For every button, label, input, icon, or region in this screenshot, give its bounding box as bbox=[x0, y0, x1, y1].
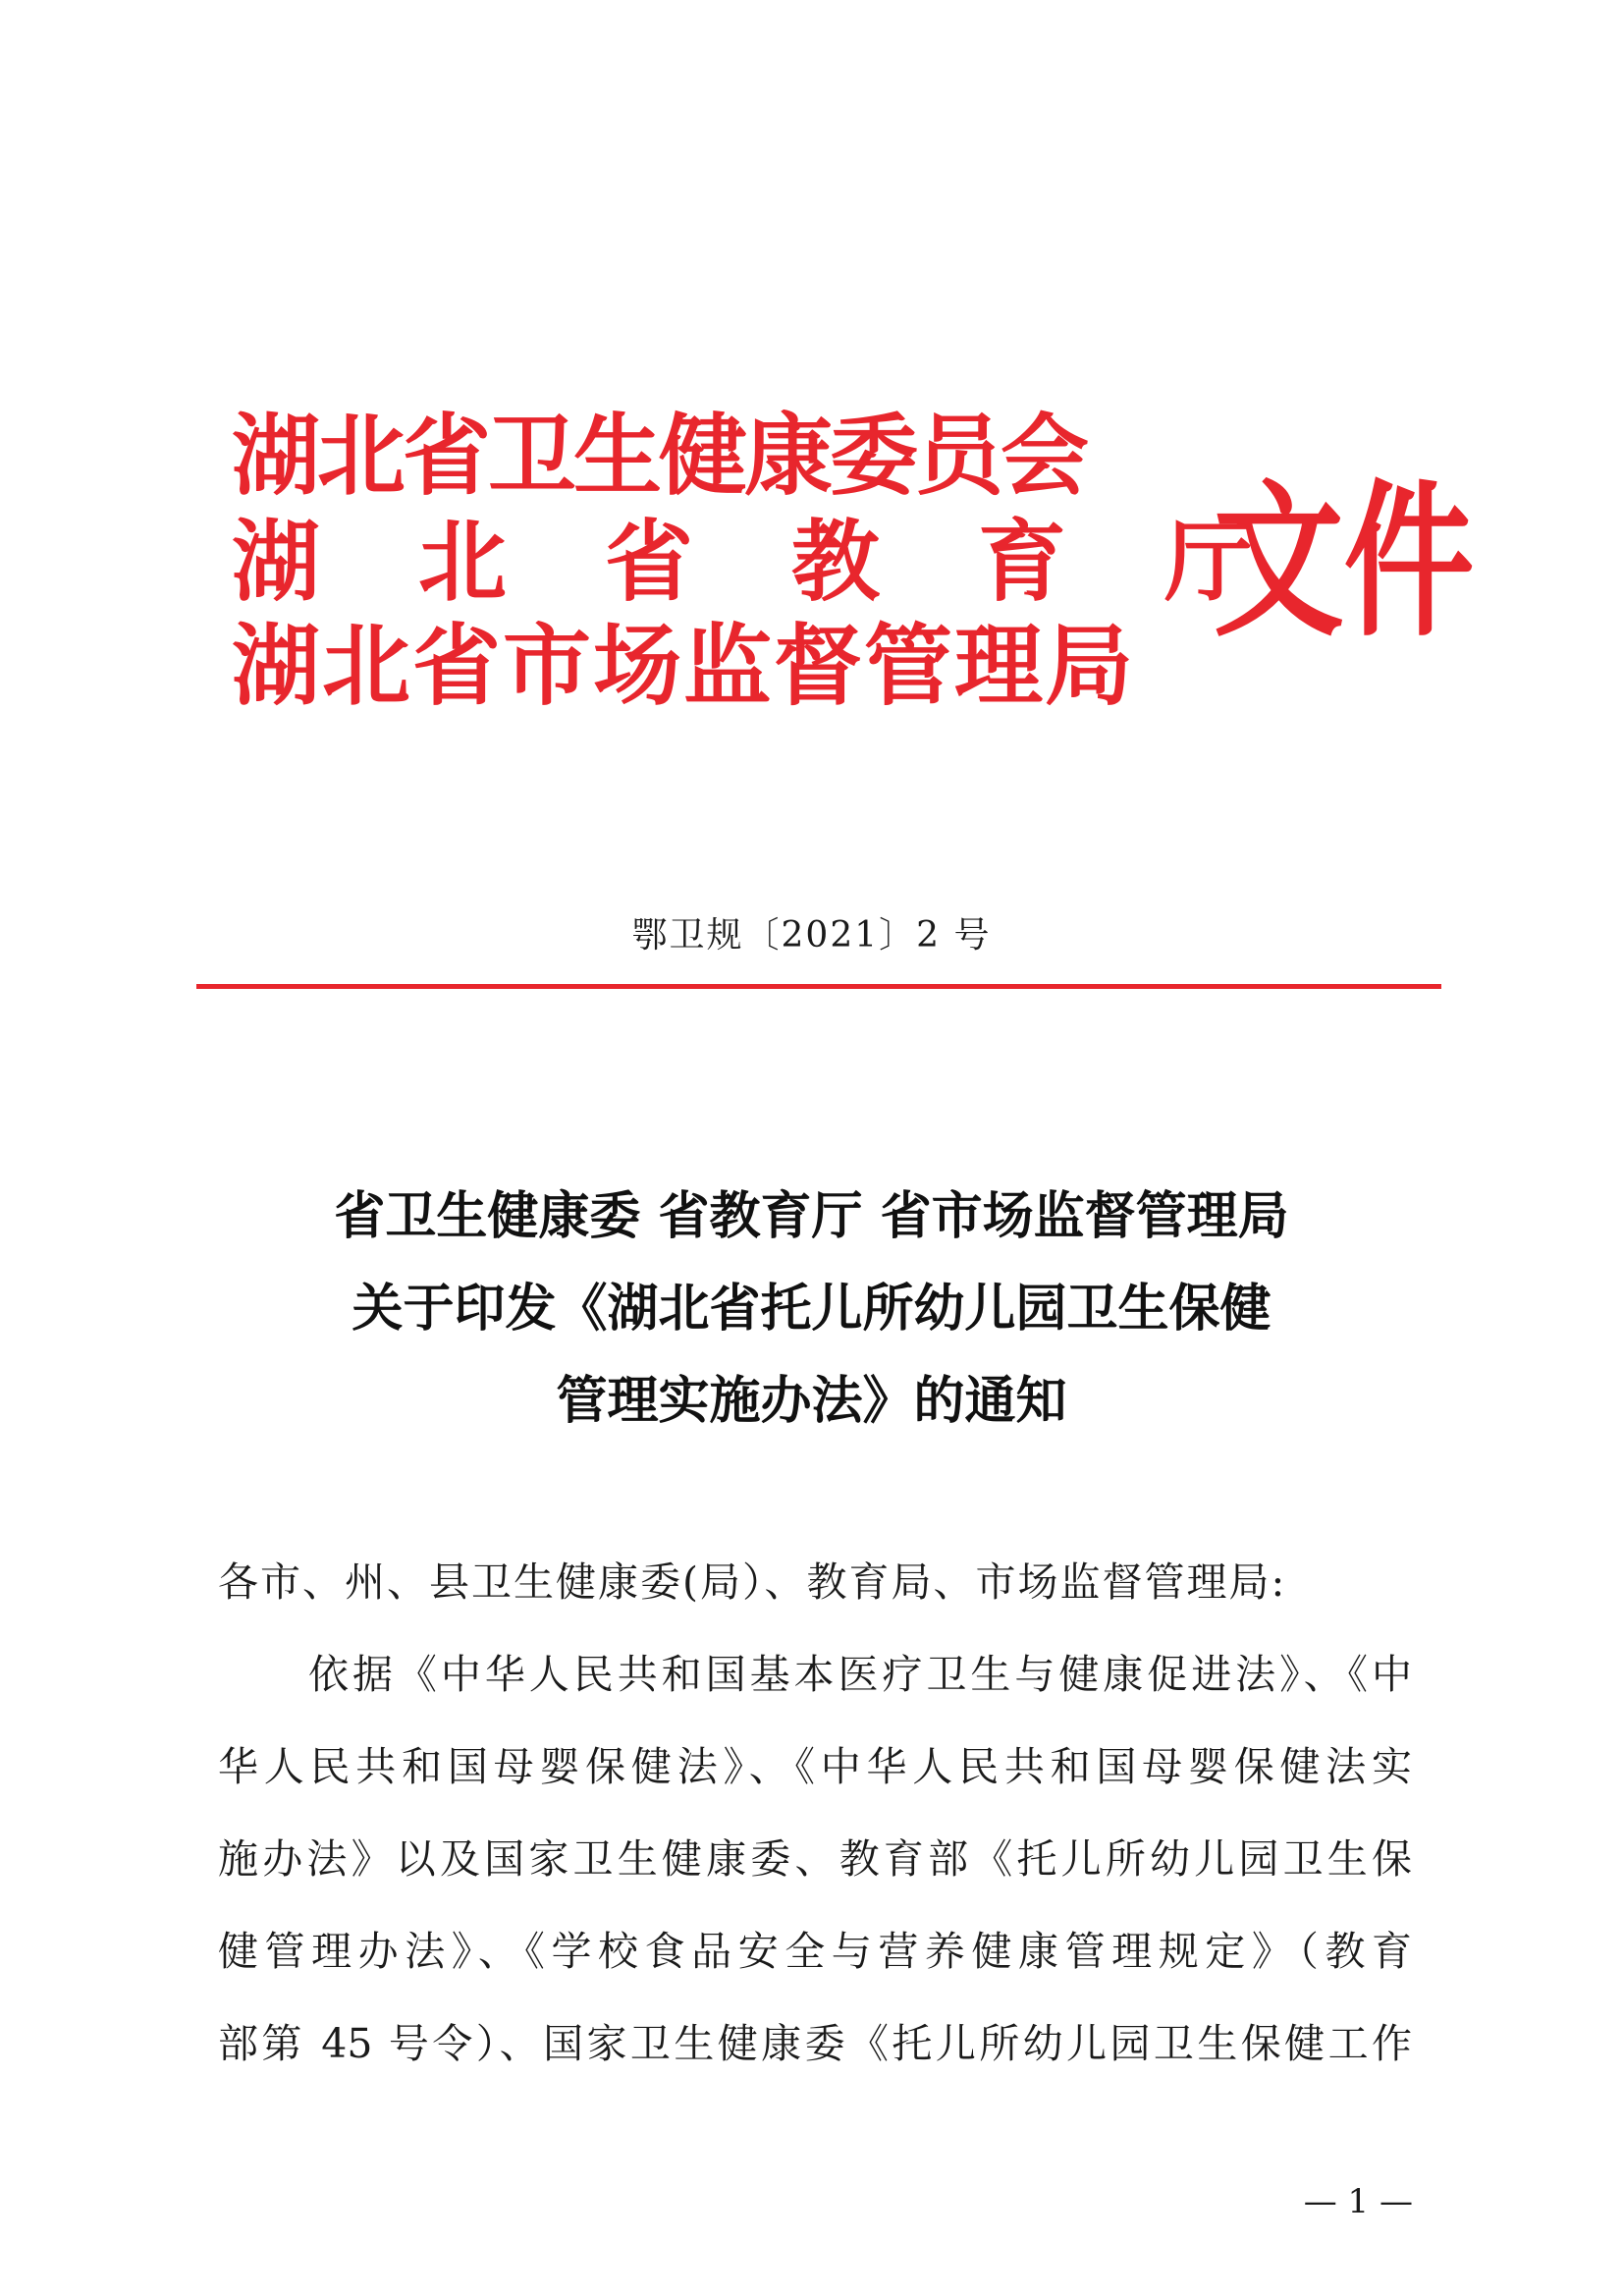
body-line: 华人民共和国母婴保健法》、《中华人民共和国母婴保健法实 bbox=[218, 1743, 1412, 1790]
issuing-org-health-commission: 湖北省卫生健康委员会 bbox=[232, 405, 1086, 508]
red-divider bbox=[196, 984, 1441, 989]
document-number: 鄂卫规〔2021〕2 号 bbox=[631, 915, 992, 956]
body-line: 依据《中华人民共和国基本医疗卫生与健康促进法》、《中 bbox=[308, 1651, 1412, 1698]
document-title-line-2: 关于印发《湖北省托儿所幼儿园卫生保健 bbox=[352, 1280, 1271, 1339]
document-title-line-3: 管理实施办法》的通知 bbox=[556, 1372, 1067, 1431]
document-suffix: 文件 bbox=[1214, 465, 1475, 660]
issuing-org-education-department: 湖北省教育厅 bbox=[232, 511, 1351, 614]
body-line: 健管理办法》、《学校食品安全与营养健康管理规定》（教育 bbox=[218, 1928, 1412, 1975]
page-number: — 1 — bbox=[1303, 2182, 1413, 2221]
issuing-org-market-regulation: 湖北省市场监督管理局 bbox=[232, 615, 1135, 718]
document-title-line-1: 省卫生健康委 省教育厅 省市场监督管理局 bbox=[334, 1187, 1289, 1246]
body-line: 施办法》以及国家卫生健康委、教育部《托儿所幼儿园卫生保 bbox=[218, 1835, 1412, 1883]
body-line: 部第 45 号令）、国家卫生健康委《托儿所幼儿园卫生保健工作 bbox=[218, 2020, 1412, 2067]
salutation: 各市、州、县卫生健康委(局）、教育局、市场监督管理局: bbox=[218, 1558, 1287, 1606]
